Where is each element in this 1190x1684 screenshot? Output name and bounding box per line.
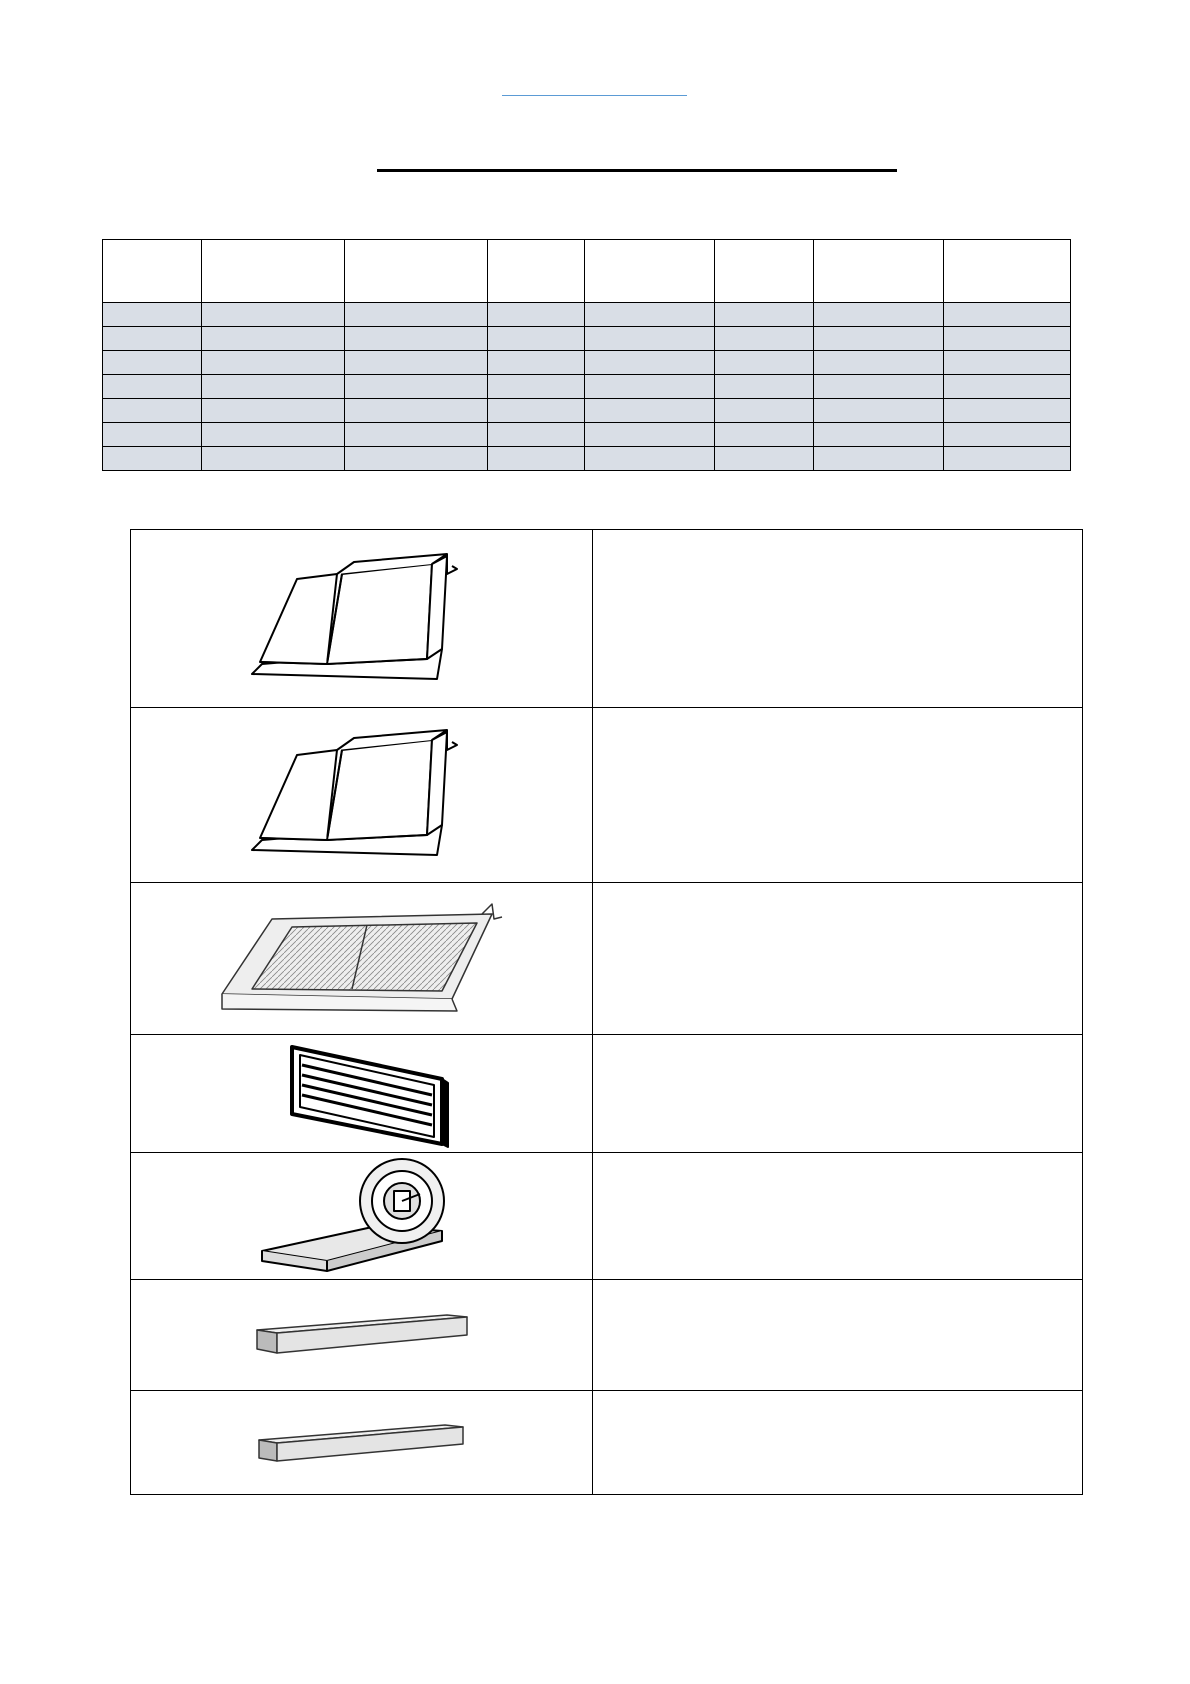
table-row — [103, 399, 1071, 423]
item-description — [593, 530, 1083, 708]
table-cell — [814, 375, 944, 399]
table-cell — [585, 423, 715, 447]
table-cell — [103, 327, 202, 351]
item-row — [131, 883, 1083, 1035]
table-cell — [103, 351, 202, 375]
table-cell — [345, 351, 488, 375]
table-cell — [585, 303, 715, 327]
column-header — [585, 240, 715, 303]
item-description — [593, 883, 1083, 1035]
table-cell — [944, 423, 1071, 447]
table-cell — [202, 351, 345, 375]
table-cell — [103, 399, 202, 423]
item-description — [593, 1035, 1083, 1153]
table-cell — [944, 375, 1071, 399]
table-cell — [814, 327, 944, 351]
item-image-cell — [131, 530, 593, 708]
column-header — [715, 240, 814, 303]
table-cell — [715, 327, 814, 351]
table-cell — [202, 303, 345, 327]
table-cell — [715, 399, 814, 423]
table-cell — [488, 351, 585, 375]
item-row — [131, 530, 1083, 708]
item-image-cell — [131, 708, 593, 883]
insulation-roll-illustration — [252, 1156, 472, 1276]
table-cell — [202, 375, 345, 399]
sandwich-panel-illustration — [242, 720, 482, 870]
table-cell — [715, 303, 814, 327]
table-cell — [944, 327, 1071, 351]
wool-panel-illustration — [212, 899, 512, 1019]
table-cell — [345, 303, 488, 327]
item-description — [593, 1153, 1083, 1280]
item-row — [131, 1280, 1083, 1391]
table-row — [103, 351, 1071, 375]
table-cell — [345, 399, 488, 423]
insulation-board-illustration — [247, 1305, 477, 1365]
item-description — [593, 1391, 1083, 1495]
table-cell — [488, 375, 585, 399]
table-cell — [345, 375, 488, 399]
column-header — [103, 240, 202, 303]
table-cell — [345, 327, 488, 351]
item-image-cell — [131, 1153, 593, 1280]
table-cell — [103, 423, 202, 447]
data-table — [102, 239, 1071, 471]
table-cell — [103, 447, 202, 471]
item-row — [131, 1035, 1083, 1153]
page-title — [377, 134, 897, 172]
table-cell — [585, 447, 715, 471]
column-header — [202, 240, 345, 303]
sandwich-panel-illustration — [242, 544, 482, 694]
table-cell — [715, 351, 814, 375]
table-cell — [814, 399, 944, 423]
item-image-cell — [131, 1035, 593, 1153]
item-row — [131, 1153, 1083, 1280]
table-cell — [814, 351, 944, 375]
table-cell — [345, 447, 488, 471]
table-cell — [944, 447, 1071, 471]
column-header — [345, 240, 488, 303]
item-row — [131, 708, 1083, 883]
table-cell — [814, 423, 944, 447]
vent-grille-illustration — [272, 1039, 452, 1149]
table-row — [103, 447, 1071, 471]
items-table — [130, 529, 1083, 1495]
column-header — [814, 240, 944, 303]
item-row — [131, 1391, 1083, 1495]
table-row — [103, 423, 1071, 447]
table-cell — [202, 399, 345, 423]
table-cell — [202, 327, 345, 351]
table-cell — [944, 399, 1071, 423]
table-cell — [715, 423, 814, 447]
item-image-cell — [131, 883, 593, 1035]
table-cell — [103, 375, 202, 399]
table-cell — [715, 447, 814, 471]
table-cell — [944, 303, 1071, 327]
table-row — [103, 303, 1071, 327]
column-header — [488, 240, 585, 303]
table-cell — [585, 351, 715, 375]
item-image-cell — [131, 1280, 593, 1391]
table-cell — [715, 375, 814, 399]
item-image-cell — [131, 1391, 593, 1495]
table-cell — [488, 303, 585, 327]
table-cell — [585, 327, 715, 351]
table-cell — [585, 375, 715, 399]
item-description — [593, 708, 1083, 883]
table-row — [103, 375, 1071, 399]
header-link[interactable] — [502, 60, 687, 96]
column-header — [944, 240, 1071, 303]
table-cell — [202, 447, 345, 471]
table-row — [103, 327, 1071, 351]
table-cell — [944, 351, 1071, 375]
table-header-row — [103, 240, 1071, 303]
insulation-board-illustration — [247, 1413, 477, 1473]
table-cell — [103, 303, 202, 327]
table-cell — [814, 447, 944, 471]
table-cell — [202, 423, 345, 447]
table-cell — [814, 303, 944, 327]
table-cell — [488, 447, 585, 471]
table-cell — [345, 423, 488, 447]
item-description — [593, 1280, 1083, 1391]
table-cell — [585, 399, 715, 423]
table-cell — [488, 327, 585, 351]
table-cell — [488, 399, 585, 423]
table-cell — [488, 423, 585, 447]
